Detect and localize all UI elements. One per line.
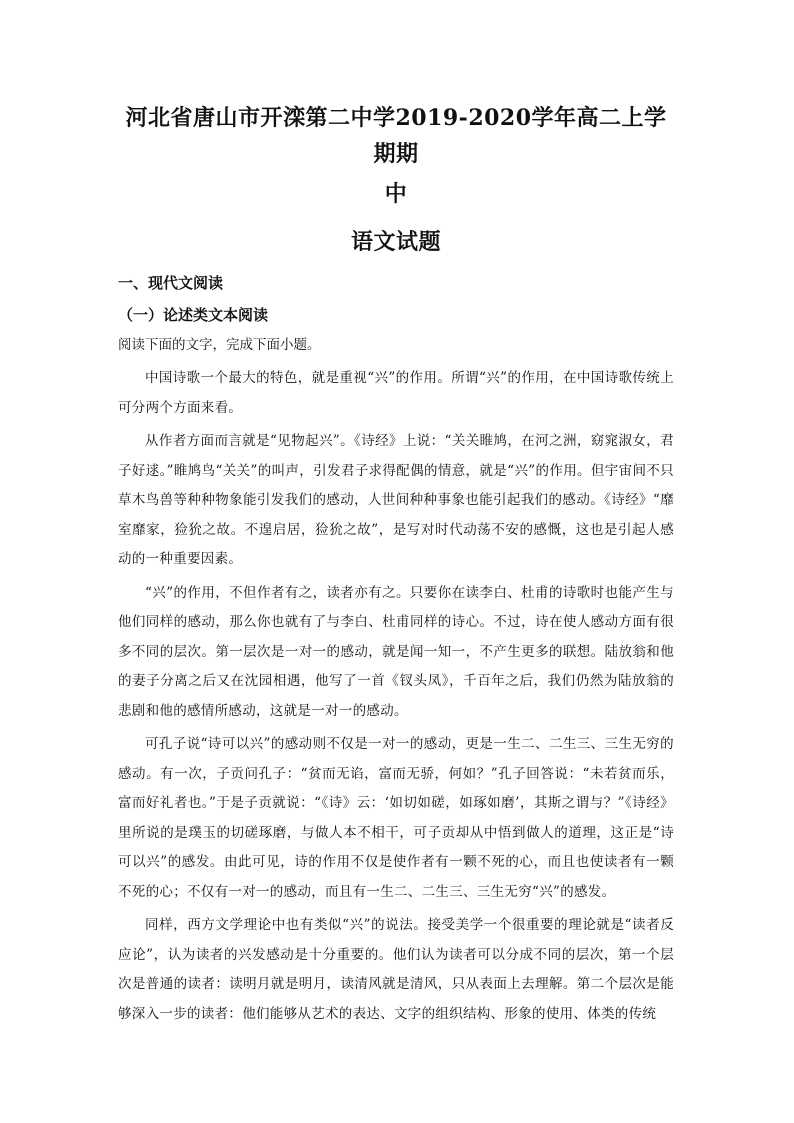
reading-instruction: 阅读下面的文字，完成下面小题。 xyxy=(118,337,321,353)
section-heading: 一、现代文阅读 xyxy=(118,274,224,292)
paragraph-4: 可孔子说“诗可以兴”的感动则不仅是一对一的感动，更是一生二、二生三、三生无穷的感动。有一次，子贡问孔子：“贫而无谄，富而无骄，何如？”孔子回答说：“未若贫而乐，富而好礼者也。”于是子贡就说：“《诗》云：‘如切如磋，如琢如磨’，其斯之谓与？”《诗经》里所说的是璞玉的切磋琢磨，与做人本不相干，可子贡却从中悟到做人的道理，这正是“诗可以兴”的感发。由此可见，诗的作用不仅是使作者有一颗不死的心，而且也使读者有一颗不死的心；不仅有一对一的感动，而且有一生二、二生三、三生无穷“兴”的感发。 xyxy=(118,736,674,900)
document-title-line-1: 河北省唐山市开滦第二中学2019-2020学年高二上学期期 xyxy=(125,105,667,167)
document-subject-title: 语文试题 xyxy=(350,229,441,255)
paragraph-3: “兴”的作用，不但作者有之，读者亦有之。只要你在读李白、杜甫的诗歌时也能产生与他们同样的感动，那么你也就有了与李白、杜甫同样的诗心。不过，诗在使人感动方面有很多不同的层次。第一层次是一对一的感动，就是闻一知一，不产生更多的联想。陆放翁和他的妻子分离之后又在沈园相遇，他写了一首《钗头凤》，千百年之后，我们仍然为陆放翁的悲剧和他的感情所感动，这就是一对一的感动。 xyxy=(118,584,674,719)
paragraph-5: 同样，西方文学理论中也有类似“兴”的说法。接受美学一个很重要的理论就是“读者反应论”，认为读者的兴发感动是十分重要的。他们认为读者可以分成不同的层次，第一个层次是普通的读者：读明月就是明月，读清风就是清风，只从表面上去理解。第二个层次是能够深入一步的读者：他们能够从艺术的表达、文字的组织结构、形象的使用、体类的传统 xyxy=(118,917,674,1022)
document-title-line-2: 中 xyxy=(384,181,408,207)
paragraph-1: 中国诗歌一个最大的特色，就是重视“兴”的作用。所谓“兴”的作用，在中国诗歌传统上可分两个方面来看。 xyxy=(118,370,674,416)
paragraph-2: 从作者方面而言就是“见物起兴”。《诗经》上说：“关关睢鸠，在河之洲，窈窕淑女，君子好逑。”睢鸠鸟“关关”的叫声，引发君子求得配偶的情意，就是“兴”的作用。但宇宙间不只草木鸟兽等种种物象能引发我们的感动，人世间种种事象也能引起我们的感动。《诗经》“靡室靡家，猃狁之故。不遑启居，猃狁之故”，是写对时代动荡不安的感慨，这也是引起人感动的一种重要因素。 xyxy=(118,433,674,567)
subsection-heading: （一）论述类文本阅读 xyxy=(118,306,269,324)
